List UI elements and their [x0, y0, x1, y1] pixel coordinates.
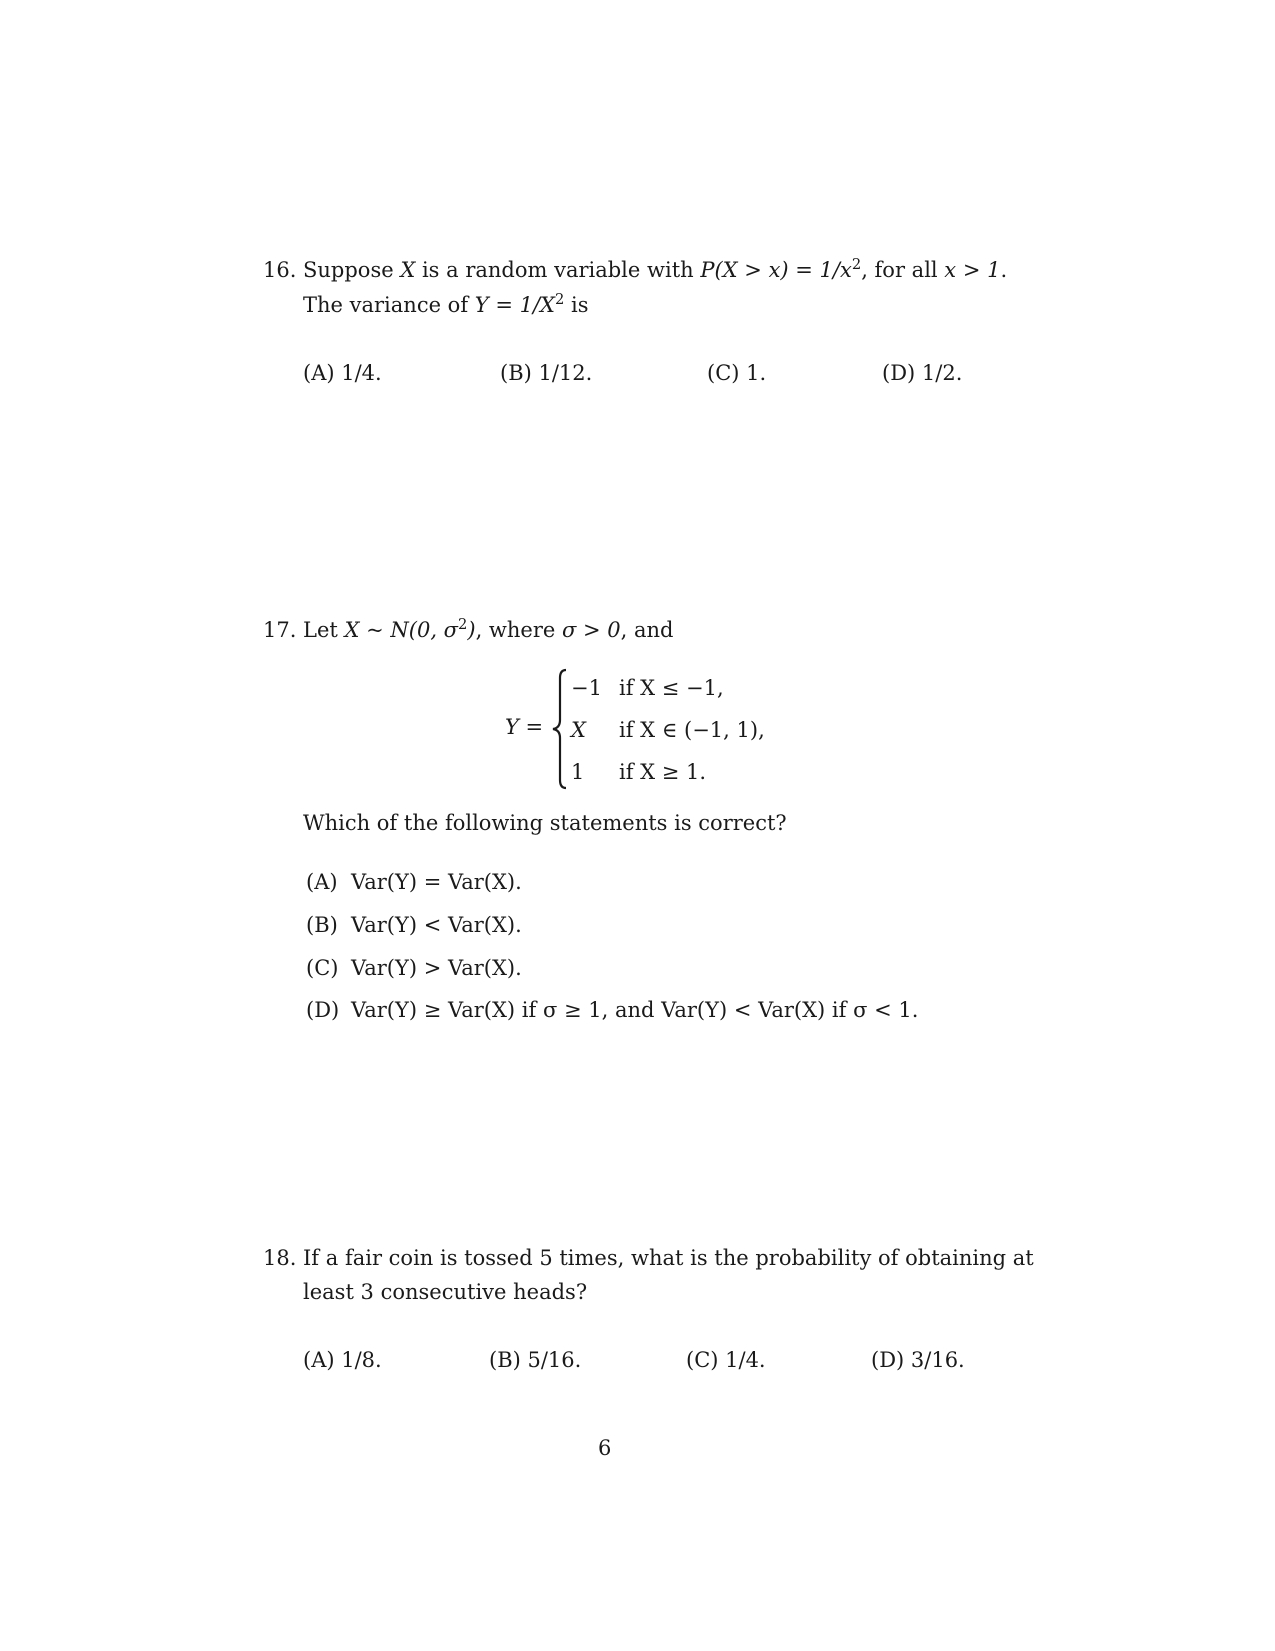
question-18-line-1: If a fair coin is tossed 5 times, what is the probability of obtaining at: [303, 1246, 1034, 1270]
case-condition-3: if X ≥ 1.: [619, 760, 707, 784]
case-value-3: 1: [571, 760, 585, 784]
case-condition-2: if X ∈ (−1, 1),: [619, 718, 765, 742]
question-18-line-2: least 3 consecutive heads?: [303, 1280, 588, 1304]
option-label: (B): [306, 913, 338, 937]
option-label: (D): [306, 998, 340, 1022]
option-text: Var(Y) = Var(X).: [351, 870, 522, 894]
answer-option-b: (B) 5/16.: [489, 1348, 582, 1372]
question-number: 18.: [263, 1246, 297, 1270]
question-17-intro: Let X ~ N(0, $\sigma^2$), where σ > 0, and: [303, 615, 674, 642]
question-16-line-1: Suppose X is a random variable with $P(X > x) = 1/x^2$, for all x > 1.: [303, 255, 1008, 282]
option-label: (A): [306, 870, 338, 894]
answer-option-c: (C) 1.: [707, 361, 767, 385]
question-number: 16.: [263, 258, 297, 282]
case-value-2: X: [571, 718, 586, 742]
answer-option-c: (C) 1/4.: [686, 1348, 766, 1372]
piecewise-lhs: Y =: [505, 715, 544, 739]
option-label: (C): [306, 956, 339, 980]
answer-option-d: (D) 3/16.: [871, 1348, 965, 1372]
option-text: Var(Y) < Var(X).: [351, 913, 522, 937]
case-value-1: −1: [571, 676, 602, 700]
answer-option-a: (A) 1/4.: [303, 361, 382, 385]
left-brace: [550, 668, 572, 790]
option-text: Var(Y) ≥ Var(X) if σ ≥ 1, and Var(Y) < Var(X) if σ < 1.: [351, 998, 919, 1022]
answer-option-a: (A) 1/8.: [303, 1348, 382, 1372]
option-text: Var(Y) > Var(X).: [351, 956, 522, 980]
page-number: 6: [598, 1436, 612, 1460]
question-number: 17.: [263, 618, 297, 642]
question-17-prompt: Which of the following statements is correct?: [303, 811, 787, 835]
answer-option-b: (B) 1/12.: [500, 361, 593, 385]
answer-option-d: (D) 1/2.: [882, 361, 963, 385]
case-condition-1: if X ≤ −1,: [619, 676, 724, 700]
question-16-line-2: The variance of $Y = 1/X^2$ is: [303, 290, 589, 317]
